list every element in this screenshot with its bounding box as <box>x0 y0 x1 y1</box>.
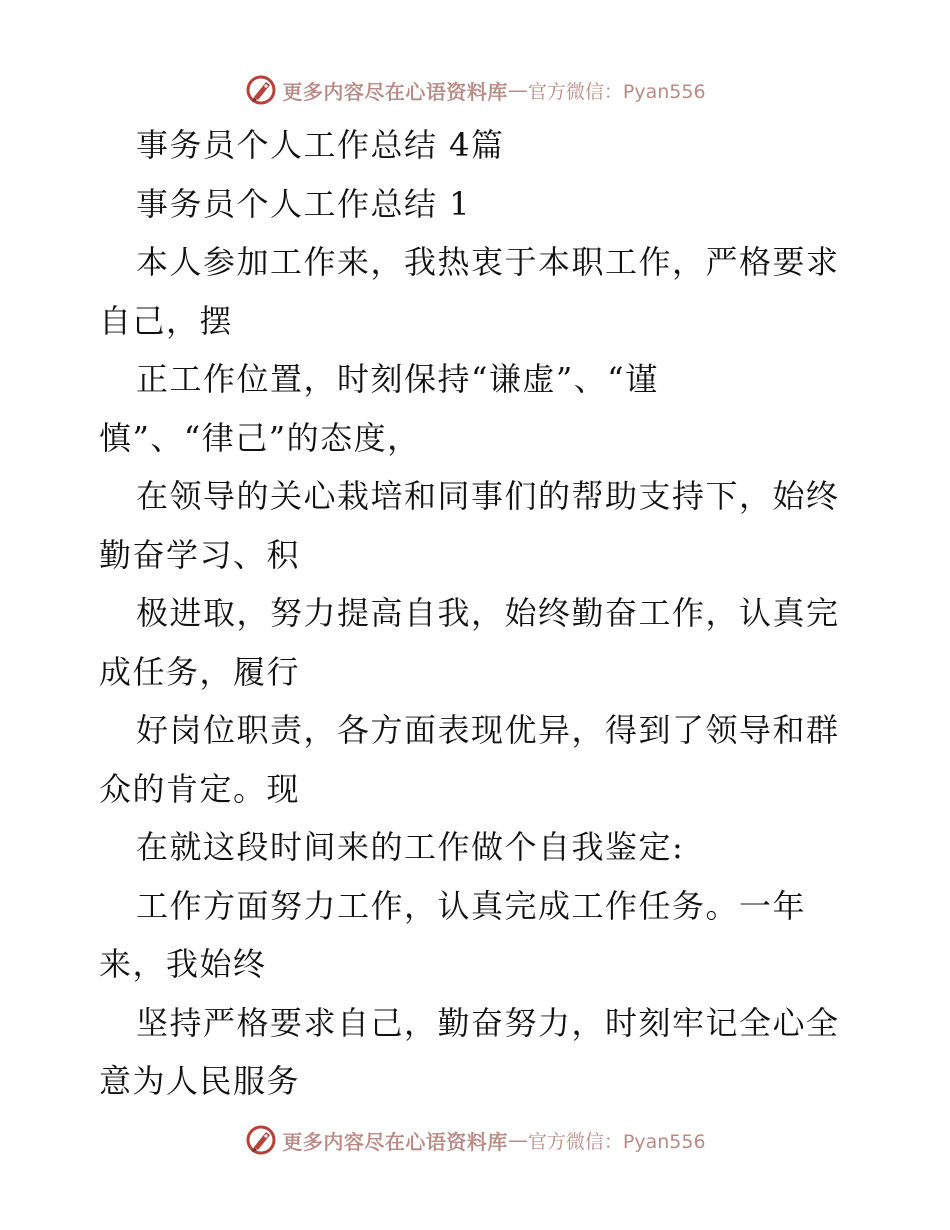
text-line: 正工作位置，时刻保持“谦虚”、“谨 <box>136 360 659 398</box>
text-line: 在领导的关心栽培和同事们的帮助支持下，始终 <box>136 477 840 515</box>
text-line: 勤奋学习、积 <box>99 535 301 574</box>
text-line: 事务员个人工作总结 1 <box>136 184 472 223</box>
text-line: 来，我始终 <box>99 945 267 983</box>
banner-wechat: 官方微信：Pyan556 <box>527 80 706 103</box>
text-line: 事务员个人工作总结 4篇 <box>136 126 505 164</box>
text-line: 意为人民服务 <box>99 1062 301 1100</box>
text-line: 慎”、“律己”的态度， <box>99 418 421 457</box>
banner-text: 更多内容尽在心语资料库 <box>282 1129 508 1154</box>
banner-separator: — <box>507 1128 528 1152</box>
banner-text: 更多内容尽在心语资料库 <box>282 79 508 104</box>
header-banner <box>0 70 950 110</box>
text-line: 自己，摆 <box>99 301 234 340</box>
banner-separator: — <box>507 78 528 102</box>
pen-nib-logo-icon <box>244 73 278 107</box>
text-line: 众的肯定。现 <box>99 769 301 808</box>
text-line: 本人参加工作来，我热衷于本职工作，严格要求 <box>136 243 840 281</box>
banner-wechat: 官方微信：Pyan556 <box>527 1130 706 1153</box>
text-line: 好岗位职责，各方面表现优异，得到了领导和群 <box>136 711 840 749</box>
text-line: 工作方面努力工作，认真完成工作任务。一年 <box>136 886 807 925</box>
text-line: 坚持严格要求自己，勤奋努力，时刻牢记全心全 <box>136 1003 840 1042</box>
footer-banner <box>0 1120 950 1160</box>
text-line: 极进取，努力提高自我，始终勤奋工作，认真完 <box>136 594 840 632</box>
text-line: 在就这段时间来的工作做个自我鉴定: <box>136 828 685 866</box>
document-body <box>99 116 859 1111</box>
text-line: 成任务，履行 <box>99 652 301 691</box>
pen-nib-logo-icon <box>244 1123 278 1157</box>
